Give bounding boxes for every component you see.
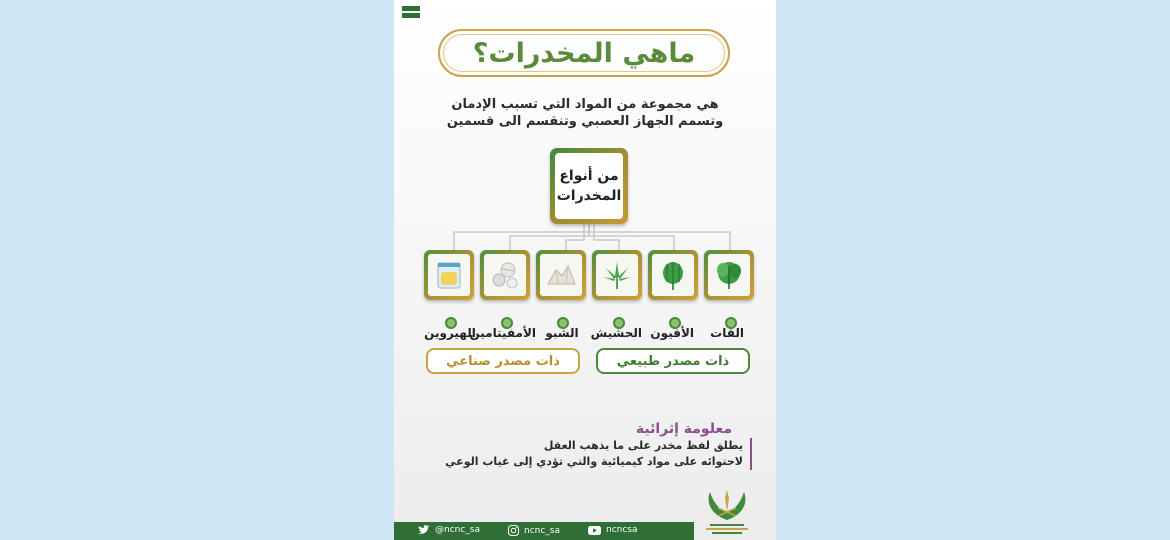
pills-icon — [488, 258, 522, 292]
page-title: ماهي المخدرات؟ — [472, 37, 696, 69]
ncnc-emblem-logo — [700, 486, 754, 536]
drug-types-root-box — [550, 148, 628, 224]
youtube-handle-text: ncncsa — [606, 525, 638, 535]
instagram-handle[interactable] — [508, 525, 560, 536]
root-label-line: من أنواع — [559, 168, 619, 184]
youtube-handle[interactable] — [588, 525, 638, 535]
cannabis-leaf-icon — [600, 258, 634, 292]
drug-label-amphetamine: الأمفيتامين — [469, 326, 536, 340]
drug-label-hashish: الحشيش — [590, 326, 642, 340]
info-title: معلومة إثرائية — [635, 421, 732, 437]
crystal-meth-icon — [544, 258, 578, 292]
social-footer — [394, 522, 694, 540]
synthetic-source-badge: ذات مصدر صناعي — [426, 348, 580, 374]
opium-poppy-icon — [656, 258, 690, 292]
natural-source-badge: ذات مصدر طبيعي — [596, 348, 750, 374]
instagram-icon — [508, 525, 519, 536]
drug-card-hashish — [592, 250, 642, 300]
info-line: يطلق لفظ مخدر على ما يذهب العقل — [543, 439, 743, 452]
infographic-poster — [394, 0, 776, 540]
drug-card-shabu — [536, 250, 586, 300]
drug-card-amphetamine — [480, 250, 530, 300]
drug-label-opium: الأفيون — [650, 326, 694, 340]
twitter-icon — [418, 525, 430, 535]
info-text — [445, 438, 752, 470]
intro-line: هي مجموعة من المواد التي تسبب الإدمان — [451, 97, 719, 112]
drug-card-opium — [648, 250, 698, 300]
drug-label-heroin: الهيروين — [424, 326, 476, 340]
instagram-handle-text: ncnc_sa — [524, 525, 561, 536]
drug-card-khat — [704, 250, 754, 300]
khat-leaf-icon — [712, 258, 746, 292]
drug-label-khat: القات — [710, 326, 744, 340]
drug-label-shabu: الشبو — [545, 326, 579, 340]
intro-line: وتسمم الجهاز العصبي وتنقسم الى قسمين — [446, 114, 724, 129]
youtube-icon — [588, 526, 601, 535]
info-line: لاحتوائه على مواد كيميائية والتي تؤدي إلى غياب الوعي — [445, 455, 743, 468]
twitter-handle[interactable] — [418, 525, 480, 535]
heroin-bag-icon — [432, 258, 466, 292]
root-label-line: المخدرات — [556, 188, 622, 204]
drug-card-heroin — [424, 250, 474, 300]
twitter-handle-text: @ncnc_sa — [435, 525, 481, 535]
